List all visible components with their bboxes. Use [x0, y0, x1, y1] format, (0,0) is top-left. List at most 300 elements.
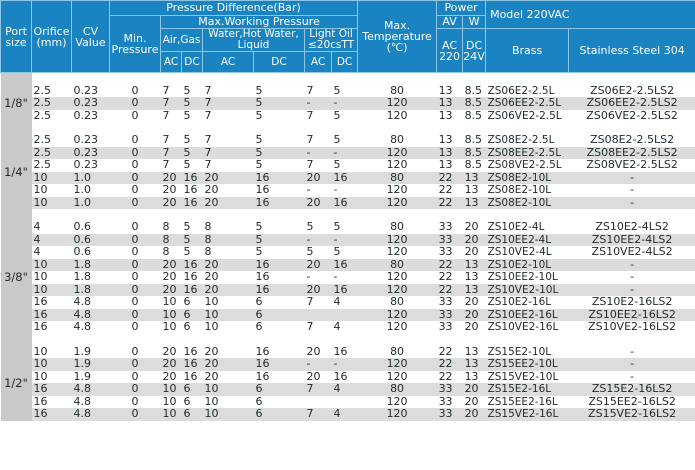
air-ac-cell: 7 — [162, 134, 170, 147]
max-temperature-cell: 120 — [386, 109, 408, 122]
oil-dc-cell: 16 — [333, 345, 348, 358]
oil-dc-cell: - — [333, 184, 338, 197]
stainless-model-cell: ZS15VE2-16LS2 — [569, 408, 695, 421]
table-row — [1, 309, 695, 322]
cv-value-cell: 0.6 — [73, 221, 91, 234]
air-ac-cell: 20 — [161, 358, 182, 371]
cv-value-cell: 4.8 — [72, 383, 110, 396]
air-dc-header: DC — [182, 52, 203, 73]
oil-dc-header: DC — [332, 52, 358, 73]
power-ac-cell: 13 — [438, 159, 453, 172]
table-row — [1, 358, 695, 371]
port-size-cell: 1/2" — [1, 346, 32, 421]
table-row — [1, 321, 695, 334]
brass-model-cell: ZS15VE2-16L — [486, 408, 569, 421]
oil-dc-cell: 5 — [333, 159, 341, 172]
table-row — [1, 259, 695, 272]
stainless-model-cell: ZS10VE2-4LS2 — [591, 246, 673, 259]
orifice-cell: 16 — [33, 395, 48, 408]
water-dc-cell: 6 — [254, 309, 305, 322]
oil-dc-cell: 16 — [333, 370, 348, 383]
cv-value-cell: 0.23 — [73, 159, 98, 172]
power-ac-cell: 22 — [437, 358, 463, 371]
group-separator — [1, 122, 695, 134]
min-pressure-cell: 0 — [110, 358, 161, 371]
oil-ac-cell: - — [306, 184, 311, 197]
ac220-header: AC 220 — [437, 29, 463, 73]
max-temperature-cell: 120 — [358, 234, 437, 247]
stainless-model-cell: ZS08EE2-2.5LS2 — [569, 147, 695, 160]
brass-model-cell: ZS10VE2-4L — [487, 246, 552, 259]
oil-dc-cell: 5 — [333, 246, 341, 259]
table-row — [1, 159, 695, 172]
water-ac-cell: 10 — [204, 296, 219, 309]
brass-model-cell: ZS10EE2-4L — [486, 234, 569, 247]
max-temperature-cell: 80 — [358, 383, 437, 396]
air-dc-cell: 16 — [183, 184, 198, 197]
min-pressure-cell: 0 — [131, 345, 139, 358]
oil-ac-cell: 7 — [306, 296, 314, 309]
oil-ac-header: AC — [305, 52, 332, 73]
table-row — [1, 346, 695, 359]
table-row — [1, 296, 695, 309]
oil-ac-cell: 20 — [305, 259, 332, 272]
oil-ac-cell: - — [305, 147, 332, 160]
water-ac-cell: 7 — [203, 147, 254, 160]
oil-dc-cell: 5 — [333, 134, 341, 147]
stainless-model-cell: - — [630, 345, 635, 358]
brass-model-cell: ZS10VE2-10L — [486, 284, 569, 297]
brass-model-cell: ZS08E2-10L — [487, 184, 552, 197]
min-pressure-cell: 0 — [131, 109, 139, 122]
max-temperature-cell: 80 — [390, 221, 405, 234]
power-dc-cell: 20 — [464, 395, 479, 408]
oil-ac-cell: - — [305, 234, 332, 247]
max-temperature-cell: 80 — [390, 84, 405, 97]
water-dc-cell: 16 — [255, 271, 270, 284]
cv-value-header: CV Value — [72, 1, 110, 73]
brass-model-cell: ZS10E2-10L — [486, 259, 569, 272]
air-dc-cell: 16 — [182, 197, 203, 210]
brass-model-cell: ZS08E2-10L — [486, 172, 569, 185]
oil-dc-cell: 16 — [332, 172, 358, 185]
max-temperature-cell: 80 — [358, 259, 437, 272]
power-dc-cell: 13 — [463, 358, 486, 371]
oil-dc-cell: - — [332, 234, 358, 247]
brass-model-cell: ZS06VE2-2.5L — [487, 109, 562, 122]
water-dc-cell: 6 — [255, 321, 263, 334]
min-pressure-cell: 0 — [131, 246, 139, 259]
air-dc-cell: 5 — [182, 234, 203, 247]
cv-value-cell: 4.8 — [72, 309, 110, 322]
separator-cell — [32, 122, 695, 134]
orifice-cell: 10 — [33, 184, 48, 197]
stainless-model-cell: - — [630, 184, 635, 197]
air-dc-cell: 16 — [182, 172, 203, 185]
oil-dc-cell: 16 — [332, 259, 358, 272]
max-temperature-cell: 80 — [390, 345, 405, 358]
stainless-model-cell: - — [569, 172, 695, 185]
stainless-model-cell: - — [569, 284, 695, 297]
oil-dc-cell: - — [332, 97, 358, 110]
power-ac-cell: 22 — [437, 259, 463, 272]
air-dc-cell: 6 — [182, 383, 203, 396]
power-ac-cell: 22 — [437, 172, 463, 185]
cv-value-cell: 1.0 — [72, 172, 110, 185]
cv-value-cell: 0.23 — [72, 97, 110, 110]
port-size-cell: 1/8" — [1, 85, 32, 123]
air-dc-cell: 6 — [183, 395, 191, 408]
brass-model-cell: ZS08EE2-2.5L — [486, 147, 569, 160]
air-ac-cell: 20 — [161, 172, 182, 185]
min-pressure-cell: 0 — [110, 172, 161, 185]
oil-ac-cell: - — [305, 358, 332, 371]
table-row — [1, 408, 695, 421]
power-ac-cell: 33 — [438, 296, 453, 309]
power-ac-cell: 22 — [438, 271, 453, 284]
oil-ac-cell: 7 — [306, 134, 314, 147]
air-ac-cell: 20 — [161, 284, 182, 297]
power-ac-cell: 33 — [437, 408, 463, 421]
max-temperature-cell: 80 — [390, 134, 405, 147]
oil-dc-cell: 5 — [333, 221, 341, 234]
power-ac-cell: 22 — [438, 184, 453, 197]
air-ac-cell: 20 — [161, 259, 182, 272]
stainless-model-cell: ZS06VE2-2.5LS2 — [586, 109, 678, 122]
w-header: W — [463, 16, 486, 29]
av-header: AV — [437, 16, 463, 29]
oil-ac-cell: 5 — [306, 246, 314, 259]
water-dc-cell: 16 — [254, 197, 305, 210]
orifice-cell: 10 — [33, 345, 48, 358]
power-dc-cell: 8.5 — [463, 147, 486, 160]
power-ac-cell: 22 — [437, 284, 463, 297]
stainless-model-cell: ZS15E2-16LS2 — [569, 383, 695, 396]
table-row — [1, 85, 695, 98]
air-dc-cell: 5 — [183, 221, 191, 234]
group-separator — [1, 334, 695, 346]
table-row — [1, 271, 695, 284]
orifice-cell: 4 — [32, 234, 72, 247]
water-dc-cell: 5 — [255, 221, 263, 234]
brass-model-cell: ZS10E2-16L — [487, 296, 552, 309]
water-dc-cell: 5 — [255, 246, 263, 259]
separator-port-cell — [1, 73, 32, 85]
table-row — [1, 97, 695, 110]
water-dc-cell: 6 — [255, 395, 263, 408]
cv-value-cell: 1.8 — [73, 271, 91, 284]
max-temperature-cell: 120 — [358, 309, 437, 322]
table-row — [1, 383, 695, 396]
water-ac-cell: 10 — [204, 321, 219, 334]
table-row — [1, 284, 695, 297]
power-ac-cell: 33 — [437, 383, 463, 396]
water-ac-cell: 10 — [203, 309, 254, 322]
air-ac-cell: 7 — [161, 147, 182, 160]
air-dc-cell: 16 — [183, 271, 198, 284]
power-dc-cell: 20 — [463, 408, 486, 421]
brass-model-cell: ZS10EE2-10L — [487, 271, 558, 284]
max-temperature-cell: 120 — [386, 184, 408, 197]
orifice-cell: 4 — [33, 246, 41, 259]
water-ac-cell: 20 — [203, 259, 254, 272]
water-ac-cell: 20 — [204, 370, 219, 383]
max-temperature-cell: 120 — [358, 408, 437, 421]
air-ac-cell: 20 — [162, 370, 177, 383]
power-dc-cell: 20 — [463, 383, 486, 396]
cv-value-cell: 0.6 — [72, 234, 110, 247]
power-ac-cell: 22 — [438, 370, 453, 383]
cv-value-cell: 0.6 — [73, 246, 91, 259]
power-dc-cell: 8.5 — [464, 134, 483, 147]
water-dc-cell: 5 — [255, 159, 263, 172]
orifice-cell: 2.5 — [33, 159, 51, 172]
min-pressure-cell: 0 — [110, 284, 161, 297]
orifice-cell: 16 — [32, 408, 72, 421]
oil-ac-cell: 7 — [306, 159, 314, 172]
power-dc-cell: 8.5 — [464, 84, 483, 97]
min-pressure-cell: 0 — [110, 408, 161, 421]
water-dc-cell: 5 — [254, 234, 305, 247]
water-dc-cell: 16 — [254, 172, 305, 185]
power-ac-cell: 22 — [438, 345, 453, 358]
max-temperature-cell: 120 — [386, 159, 408, 172]
stainless-model-cell: ZS06EE2-2.5LS2 — [569, 97, 695, 110]
cv-value-cell: 1.8 — [72, 284, 110, 297]
power-dc-cell: 13 — [463, 197, 486, 210]
min-pressure-cell: 0 — [131, 221, 139, 234]
stainless-model-cell: - — [569, 358, 695, 371]
oil-dc-cell: - — [332, 358, 358, 371]
power-dc-cell: 13 — [463, 259, 486, 272]
max-temperature-cell: 120 — [358, 97, 437, 110]
oil-dc-cell: 5 — [333, 109, 341, 122]
brass-model-cell: ZS10EE2-16L — [486, 309, 569, 322]
air-ac-cell: 10 — [162, 321, 177, 334]
min-pressure-cell: 0 — [110, 383, 161, 396]
port-size-cell: 1/4" — [1, 134, 32, 209]
air-dc-cell: 16 — [182, 284, 203, 297]
power-dc-cell: 20 — [464, 221, 479, 234]
brass-header: Brass — [486, 29, 569, 73]
separator-port-cell — [1, 209, 32, 221]
air-dc-cell: 5 — [183, 159, 191, 172]
brass-model-cell: ZS10E2-4L — [487, 221, 545, 234]
power-dc-cell: 13 — [464, 370, 479, 383]
power-dc-cell: 20 — [463, 234, 486, 247]
pressure-difference-header: Pressure Difference(Bar) — [110, 1, 358, 16]
air-dc-cell: 5 — [182, 147, 203, 160]
power-ac-cell: 13 — [438, 84, 453, 97]
orifice-cell: 2.5 — [33, 134, 51, 147]
orifice-cell: 2.5 — [33, 84, 51, 97]
orifice-cell: 2.5 — [32, 97, 72, 110]
oil-ac-cell: 7 — [306, 321, 314, 334]
min-pressure-cell: 0 — [110, 147, 161, 160]
air-ac-cell: 8 — [162, 221, 170, 234]
separator-cell — [32, 334, 695, 346]
water-dc-cell: 16 — [255, 184, 270, 197]
oil-dc-cell: 16 — [332, 197, 358, 210]
max-temperature-cell: 120 — [358, 284, 437, 297]
brass-model-cell: ZS15VE2-10L — [487, 370, 559, 383]
water-ac-cell: 10 — [203, 383, 254, 396]
power-dc-cell: 13 — [463, 172, 486, 185]
brass-model-cell: ZS08VE2-2.5L — [487, 159, 562, 172]
port-size-cell: 3/8" — [1, 221, 32, 334]
power-dc-cell: 20 — [464, 246, 479, 259]
oil-ac-cell: 7 — [305, 383, 332, 396]
air-ac-cell: 7 — [162, 84, 170, 97]
cv-value-cell: 0.23 — [73, 109, 98, 122]
max-working-pressure-header: Max.Working Pressure — [161, 16, 358, 29]
table-row — [1, 134, 695, 147]
power-dc-cell: 20 — [464, 296, 479, 309]
air-dc-cell: 6 — [183, 296, 191, 309]
water-ac-cell: 20 — [203, 172, 254, 185]
air-dc-cell: 16 — [182, 259, 203, 272]
cv-value-cell: 1.8 — [72, 259, 110, 272]
separator-cell — [32, 73, 695, 85]
orifice-cell: 16 — [33, 321, 48, 334]
power-header: Power — [437, 1, 486, 16]
min-pressure-cell: 0 — [131, 159, 139, 172]
stainless-model-cell: - — [569, 259, 695, 272]
max-temperature-cell: 120 — [386, 370, 408, 383]
air-ac-cell: 10 — [161, 309, 182, 322]
brass-model-cell: ZS06EE2-2.5L — [486, 97, 569, 110]
min-pressure-cell: 0 — [110, 97, 161, 110]
water-ac-cell: 7 — [204, 84, 212, 97]
min-pressure-cell: 0 — [131, 84, 139, 97]
table-row — [1, 172, 695, 185]
stainless-model-cell: - — [630, 271, 635, 284]
water-dc-cell: 5 — [254, 97, 305, 110]
air-dc-cell: 5 — [182, 97, 203, 110]
air-ac-cell: 7 — [162, 109, 170, 122]
oil-ac-cell — [305, 396, 332, 409]
water-dc-cell: 6 — [254, 383, 305, 396]
oil-dc-cell: 4 — [333, 321, 341, 334]
air-gas-header: Air,Gas — [161, 29, 203, 52]
stainless-model-cell: ZS10EE2-4LS2 — [569, 234, 695, 247]
oil-ac-cell: 5 — [306, 221, 314, 234]
table-row — [1, 221, 695, 234]
oil-dc-cell: 5 — [333, 84, 341, 97]
water-dc-cell: 5 — [255, 109, 263, 122]
table-body — [1, 73, 695, 421]
stainless-model-cell: ZS08VE2-2.5LS2 — [586, 159, 678, 172]
air-ac-header: AC — [161, 52, 182, 73]
orifice-cell: 10 — [32, 284, 72, 297]
max-temperature-cell: 120 — [386, 246, 408, 259]
air-ac-cell: 10 — [162, 296, 177, 309]
max-temperature-header: Max. Temperature (℃) — [358, 1, 437, 73]
stainless-model-cell: ZS06E2-2.5LS2 — [590, 84, 675, 97]
orifice-cell: 10 — [32, 358, 72, 371]
min-pressure-cell: 0 — [131, 271, 139, 284]
water-ac-cell: 7 — [204, 134, 212, 147]
brass-model-cell: ZS10VE2-16L — [487, 321, 559, 334]
air-dc-cell: 6 — [182, 408, 203, 421]
air-ac-cell: 20 — [162, 271, 177, 284]
group-separator — [1, 209, 695, 221]
max-temperature-cell: 120 — [386, 321, 408, 334]
power-dc-cell: 13 — [464, 184, 479, 197]
cv-value-cell: 4.8 — [73, 321, 91, 334]
power-ac-cell: 33 — [438, 395, 453, 408]
air-dc-cell: 6 — [182, 309, 203, 322]
orifice-cell: 10 — [32, 259, 72, 272]
oil-dc-cell: 4 — [332, 408, 358, 421]
stainless-header: Stainless Steel 304 — [569, 29, 695, 73]
power-ac-cell: 33 — [438, 221, 453, 234]
power-ac-cell: 13 — [437, 147, 463, 160]
cv-value-cell: 4.8 — [73, 296, 91, 309]
orifice-cell: 16 — [33, 296, 48, 309]
port-size-header: Port size — [1, 1, 32, 73]
max-temperature-cell: 80 — [390, 296, 405, 309]
brass-model-cell: ZS15E2-16L — [486, 383, 569, 396]
water-ac-cell: 8 — [203, 234, 254, 247]
cv-value-cell: 1.9 — [73, 370, 91, 383]
water-ac-header: AC — [203, 52, 254, 73]
table-row — [1, 184, 695, 197]
power-ac-cell: 13 — [438, 109, 453, 122]
power-dc-cell: 8.5 — [463, 97, 486, 110]
max-temperature-cell: 120 — [386, 271, 408, 284]
oil-dc-cell — [332, 309, 358, 322]
dc24v-header: DC 24V — [463, 29, 486, 73]
orifice-cell: 16 — [32, 309, 72, 322]
oil-dc-cell — [332, 396, 358, 409]
orifice-cell: 10 — [32, 197, 72, 210]
oil-ac-cell: 7 — [306, 109, 314, 122]
power-ac-cell: 33 — [437, 234, 463, 247]
cv-value-cell: 0.23 — [73, 84, 98, 97]
group-separator — [1, 73, 695, 85]
stainless-model-cell: ZS10VE2-16LS2 — [588, 321, 677, 334]
water-ac-cell: 8 — [204, 246, 212, 259]
table-row — [1, 147, 695, 160]
water-dc-cell: 16 — [254, 284, 305, 297]
water-dc-cell: 5 — [255, 134, 263, 147]
oil-ac-cell: 7 — [306, 84, 314, 97]
oil-ac-cell: 20 — [306, 370, 321, 383]
orifice-cell: 2.5 — [33, 109, 51, 122]
oil-ac-cell — [305, 309, 332, 322]
separator-cell — [32, 209, 695, 221]
water-ac-cell: 8 — [204, 221, 212, 234]
max-temperature-cell: 120 — [386, 395, 408, 408]
cv-value-cell: 1.9 — [73, 345, 91, 358]
oil-dc-cell: 4 — [333, 296, 341, 309]
cv-value-cell: 1.9 — [72, 358, 110, 371]
cv-value-cell: 4.8 — [72, 408, 110, 421]
air-ac-cell: 8 — [162, 246, 170, 259]
stainless-model-cell: - — [569, 197, 695, 210]
power-dc-cell: 20 — [463, 309, 486, 322]
oil-ac-cell: 7 — [305, 408, 332, 421]
min-pressure-cell: 0 — [131, 395, 139, 408]
water-dc-header: DC — [254, 52, 305, 73]
water-ac-cell: 7 — [204, 109, 212, 122]
water-ac-cell: 20 — [203, 197, 254, 210]
air-ac-cell: 10 — [161, 408, 182, 421]
water-dc-cell: 6 — [255, 296, 263, 309]
air-dc-cell: 16 — [182, 358, 203, 371]
brass-model-cell: ZS15EE2-16L — [487, 395, 558, 408]
